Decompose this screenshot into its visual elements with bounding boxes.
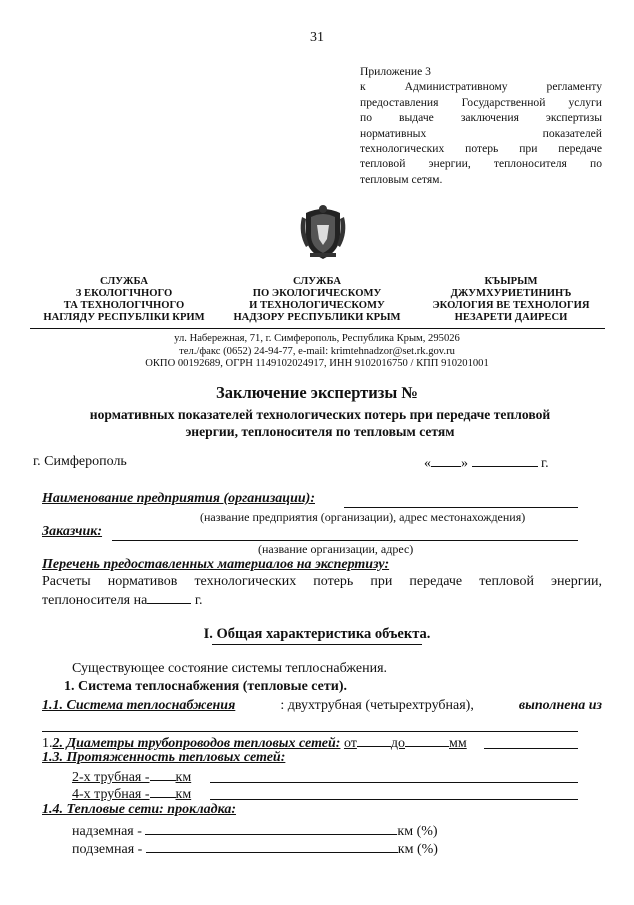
- coat-of-arms-icon: [296, 203, 350, 261]
- enterprise-label: Наименование предприятия (организации):: [42, 491, 315, 506]
- four-pipe-blank[interactable]: [150, 785, 176, 798]
- header-divider: [30, 328, 605, 329]
- item-1-1-fill-line[interactable]: [42, 731, 578, 732]
- materials-text: Расчеты нормативов технологических потерь при передаче тепловой энергии,: [42, 574, 602, 589]
- section-one-title: I. Общая характеристика объекта.: [203, 626, 431, 642]
- underground-row: [72, 840, 438, 858]
- two-pipe-row: [72, 768, 191, 786]
- customer-hint: (название организации, адрес): [258, 542, 414, 556]
- year-blank[interactable]: [147, 591, 191, 604]
- date-open-quote: «: [424, 456, 431, 471]
- diameter-from-blank[interactable]: [357, 734, 391, 747]
- materials-year-suffix: г.: [194, 593, 203, 608]
- materials-text-year: [42, 591, 203, 609]
- above-ground-label: надземная -: [72, 824, 142, 839]
- enterprise-hint: (название предприятия (организации), адрес местонахождения): [200, 510, 526, 524]
- org-line: СЛУЖБА: [99, 276, 149, 287]
- contact-block: [0, 333, 634, 371]
- appendix-line: тепловой энергии, теплоносителя по: [360, 157, 602, 171]
- underground-unit: км (%): [397, 842, 438, 857]
- org-name-russian: [222, 276, 412, 324]
- org-name-ukrainian: [30, 276, 218, 324]
- appendix-block: [360, 64, 602, 187]
- org-line: НАДЗОРУ РЕСПУБЛИКИ КРЫМ: [233, 312, 401, 323]
- diameter-unit: мм: [449, 736, 467, 751]
- item-1-3-label: 1.3. Протяженность тепловых сетей:: [42, 750, 286, 765]
- item-1-2-label: 2. Диаметры трубопроводов тепловых сетей:: [52, 736, 341, 751]
- appendix-line: технологических потерь при передаче: [360, 142, 602, 156]
- page-number: 31: [310, 30, 324, 45]
- contact-phone-email: тел./факс (0652) 24-94-77, e-mail: krimtehnadzor@set.rk.gov.ru: [179, 345, 455, 357]
- two-pipe-unit: км: [175, 770, 192, 785]
- four-pipe-line: [210, 799, 578, 800]
- item-1-4-label: 1.4. Тепловые сети: прокладка:: [42, 802, 237, 817]
- item-1-heading: 1. Система теплоснабжения (тепловые сети).: [64, 679, 347, 694]
- diameter-from: от: [343, 736, 357, 751]
- four-pipe-row: [72, 785, 191, 803]
- four-pipe-label: 4-х трубная -: [72, 787, 150, 802]
- above-ground-blank[interactable]: [145, 822, 397, 835]
- diameter-to-blank[interactable]: [405, 734, 449, 747]
- section-one-underline: [212, 644, 422, 645]
- two-pipe-line: [210, 782, 578, 783]
- two-pipe-blank[interactable]: [150, 768, 176, 781]
- org-line: ПО ЭКОЛОГИЧЕСКОМУ: [252, 288, 382, 299]
- item-1-1-text: : двухтрубная (четырехтрубная),: [280, 698, 474, 713]
- appendix-line: к Административному регламенту: [360, 80, 602, 94]
- org-line: З ЕКОЛОГІЧНОГО: [75, 288, 173, 299]
- two-pipe-label: 2-х трубная -: [72, 770, 150, 785]
- contact-address: ул. Набережная, 71, г. Симферополь, Республика Крым, 295026: [174, 333, 460, 344]
- org-line: И ТЕХНОЛОГИЧЕСКОМУ: [249, 300, 385, 311]
- current-state-text: Существующее состояние системы теплоснабжения.: [72, 661, 388, 676]
- enterprise-line[interactable]: [344, 507, 578, 508]
- appendix-line: по выдаче заключения экспертизы: [360, 111, 602, 125]
- appendix-title: Приложение 3: [360, 65, 431, 78]
- org-line: ДЖУМХУРИЕТИНИНЪ: [450, 288, 572, 299]
- org-line: НАГЛЯДУ РЕСПУБЛІКИ КРИМ: [43, 312, 205, 323]
- customer-line[interactable]: [112, 540, 578, 541]
- document-title: Заключение экспертизы №: [216, 383, 418, 402]
- day-blank[interactable]: [431, 454, 461, 467]
- appendix-line: предоставления Государственной услуги: [360, 95, 602, 109]
- city: г. Симферополь: [33, 454, 127, 469]
- item-1-1-row: [42, 698, 602, 714]
- item-1-1-tail: выполнена из: [518, 698, 602, 713]
- document-subtitle: [30, 406, 610, 440]
- customer-label: Заказчик:: [42, 524, 103, 539]
- subtitle-line: энергии, теплоносителя по тепловым сетям: [185, 424, 455, 439]
- date-close-quote: »: [461, 456, 468, 471]
- contact-registration: ОКПО 00192689, ОГРН 1149102024917, ИНН 9102016750 / КПП 910201001: [145, 358, 489, 370]
- org-line: КЪЫРЫМ: [484, 276, 538, 287]
- underground-blank[interactable]: [146, 840, 398, 853]
- appendix-line: нормативных показателей: [360, 126, 602, 140]
- item-1-2-prefix: 1.: [42, 736, 53, 751]
- item-1-1-label: 1.1. Система теплоснабжения: [42, 698, 236, 713]
- org-line: ЭКОЛОГИЯ ВЕ ТЕХНОЛОГИЯ: [432, 300, 590, 311]
- underground-label: подземная -: [72, 842, 143, 857]
- four-pipe-unit: км: [175, 787, 192, 802]
- materials-label: Перечень предоставленных материалов на экспертизу:: [42, 557, 390, 572]
- month-year-blank[interactable]: [472, 454, 538, 467]
- year-suffix: г.: [541, 456, 549, 471]
- org-name-crimean-tatar: [416, 276, 606, 324]
- org-line: СЛУЖБА: [292, 276, 342, 287]
- above-ground-unit: км (%): [397, 824, 438, 839]
- org-line: ТА ТЕХНОЛОГІЧНОГО: [63, 300, 185, 311]
- date-field: [424, 454, 549, 472]
- above-ground-row: [72, 822, 438, 840]
- org-line: НЕЗАРЕТИ ДАИРЕСИ: [454, 312, 568, 323]
- appendix-line: тепловым сетям.: [360, 172, 443, 186]
- materials-text-part: теплоносителя на: [42, 593, 148, 608]
- diameter-to: до: [390, 736, 406, 751]
- subtitle-line: нормативных показателей технологических потерь при передаче тепловой: [89, 407, 551, 422]
- item-1-2-tail-line: [484, 748, 578, 749]
